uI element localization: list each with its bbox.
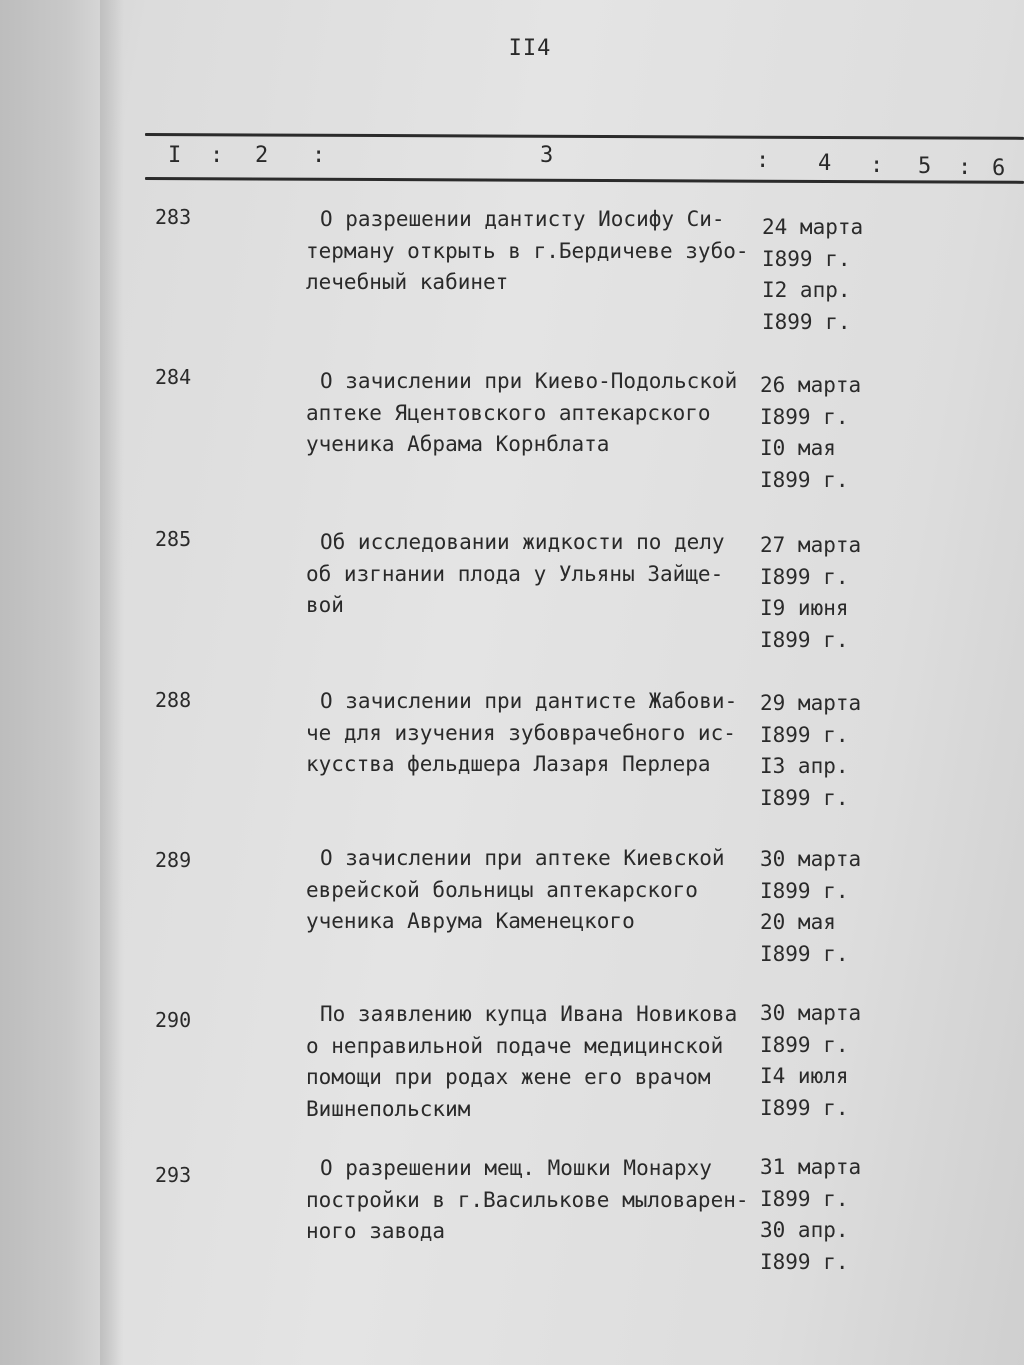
description-line: О разрешении дантисту Иосифу Си-	[320, 207, 725, 231]
entry-number: 283	[155, 205, 192, 229]
description-line: Об исследовании жидкости по делу	[320, 530, 725, 554]
entry-dates	[760, 530, 880, 656]
end-date: 20 мая	[760, 910, 836, 934]
end-year: I899 г.	[760, 467, 849, 492]
column-header-1: I	[168, 143, 182, 168]
column-header-6: 6	[992, 156, 1006, 181]
column-separator: :	[210, 143, 224, 168]
entry-dates	[760, 844, 880, 970]
start-year: I899 г.	[760, 1032, 849, 1057]
description-line: лечебный кабинет	[306, 270, 509, 294]
entry-number: 289	[155, 848, 192, 872]
description-line: постройки в г.Василькове мыловарен-	[306, 1187, 749, 1212]
description-line: терману открыть в г.Бердичеве зубо-	[306, 238, 749, 263]
end-date: I0 мая	[760, 436, 836, 460]
entry-number: 293	[155, 1163, 192, 1187]
entry-description	[306, 527, 761, 622]
column-separator: :	[870, 153, 884, 178]
description-line: о неправильной подаче медицинской	[306, 1033, 724, 1058]
start-date: 27 марта	[760, 533, 862, 557]
column-separator: :	[958, 155, 972, 180]
page-fold-shadow	[100, 0, 124, 1365]
column-separator: :	[756, 148, 770, 173]
description-line: ученика Абрама Корнблата	[306, 432, 610, 456]
description-line: аптеке Яцентовского аптекарского	[306, 400, 711, 425]
description-line: Вишнепольским	[306, 1096, 471, 1121]
entry-number: 285	[155, 527, 192, 551]
start-year: I899 г.	[760, 1186, 849, 1211]
column-header-4: 4	[818, 151, 832, 176]
entry-dates	[760, 688, 880, 814]
end-year: I899 г.	[762, 309, 851, 334]
entry-description	[306, 999, 761, 1125]
end-date: I2 апр.	[762, 278, 851, 302]
header-bottom-rule	[145, 177, 1024, 184]
column-header-2: 2	[255, 143, 269, 168]
start-date: 26 марта	[760, 373, 862, 397]
end-year: I899 г.	[760, 1249, 849, 1274]
start-year: I899 г.	[760, 722, 849, 747]
entry-description	[306, 366, 761, 461]
entry-description	[306, 204, 761, 299]
end-date: I3 апр.	[760, 754, 849, 778]
entry-dates	[762, 212, 882, 338]
end-year: I899 г.	[760, 941, 849, 966]
column-separator: :	[312, 143, 326, 168]
start-year: I899 г.	[760, 564, 849, 589]
entry-description	[306, 1153, 761, 1248]
start-date: 30 марта	[760, 847, 862, 871]
start-year: I899 г.	[760, 404, 849, 429]
description-line: вой	[306, 593, 344, 617]
entry-number: 284	[155, 365, 192, 389]
description-line: О разрешении мещ. Мошки Монарху	[320, 1156, 712, 1180]
entry-description	[306, 843, 761, 938]
end-date: 30 апр.	[760, 1218, 849, 1242]
description-line: об изгнании плода у Ульяны Зайще-	[306, 561, 724, 586]
start-date: 24 марта	[762, 215, 864, 239]
end-date: I4 июля	[760, 1064, 849, 1088]
start-date: 31 марта	[760, 1155, 862, 1179]
entry-description	[306, 686, 761, 781]
end-year: I899 г.	[760, 785, 849, 810]
description-line: О зачислении при дантисте Жабови-	[320, 689, 738, 713]
description-line: О зачислении при Киево-Подольской	[320, 369, 738, 393]
entry-dates	[760, 1152, 880, 1278]
description-line: че для изучения зубоврачебного ис-	[306, 720, 736, 745]
start-year: I899 г.	[760, 878, 849, 903]
end-date: I9 июня	[760, 596, 849, 620]
entry-number: 290	[155, 1008, 192, 1032]
entry-dates	[760, 998, 880, 1124]
header-top-rule	[145, 133, 1024, 140]
start-year: I899 г.	[762, 246, 851, 271]
description-line: помощи при родах жене его врачом	[306, 1065, 711, 1089]
column-header-3: 3	[540, 143, 554, 168]
description-line: кусства фельдшера Лазаря Перлера	[306, 752, 711, 776]
entry-dates	[760, 370, 880, 496]
description-line: По заявлению купца Ивана Новикова	[320, 1002, 738, 1026]
end-year: I899 г.	[760, 1095, 849, 1120]
start-date: 29 марта	[760, 691, 862, 715]
start-date: 30 марта	[760, 1001, 862, 1025]
column-header-5: 5	[918, 154, 932, 179]
end-year: I899 г.	[760, 627, 849, 652]
description-line: еврейской больницы аптекарского	[306, 877, 698, 902]
entry-number: 288	[155, 688, 192, 712]
description-line: ученика Аврума Каменецкого	[306, 909, 635, 933]
description-line: О зачислении при аптеке Киевской	[320, 846, 725, 870]
description-line: ного завода	[306, 1219, 446, 1243]
page-number: II4	[508, 36, 552, 61]
